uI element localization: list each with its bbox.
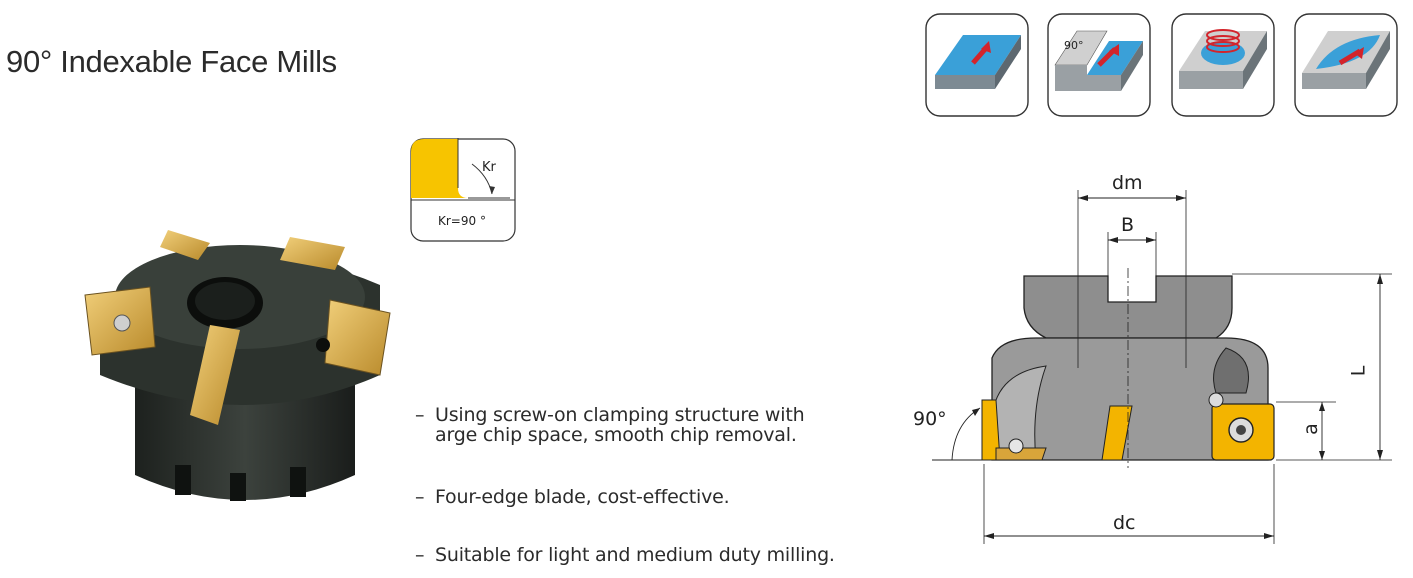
shoulder-angle-label: 90° [1064, 39, 1084, 52]
operation-icons [925, 13, 1400, 119]
list-item: – Suitable for light and medium duty milling. [415, 544, 835, 566]
list-item: arge chip space, smooth chip removal. [435, 424, 797, 446]
angle-dimension-label: 90° [913, 408, 947, 430]
page-title: 90° Indexable Face Mills [6, 44, 337, 79]
list-item: – Four-edge blade, cost-effective. [415, 486, 730, 508]
face-mill-photo [80, 225, 400, 515]
dc-dimension-label: dc [1113, 512, 1136, 534]
dm-dimension-label: dm [1112, 172, 1143, 194]
pocket-milling-icon [1294, 13, 1398, 117]
kr-angle-label: Kr [482, 160, 496, 175]
b-dimension-label: B [1121, 214, 1135, 236]
kr-value-label: Kr=90 ° [438, 214, 486, 228]
a-dimension-label: a [1299, 423, 1322, 435]
face-milling-icon [925, 13, 1029, 117]
helical-milling-icon [1171, 13, 1275, 117]
list-item: – Using screw-on clamping structure with [415, 404, 805, 426]
dimension-drawing [896, 168, 1396, 548]
l-dimension-label: L [1347, 365, 1370, 377]
shoulder-milling-icon [1047, 13, 1151, 117]
